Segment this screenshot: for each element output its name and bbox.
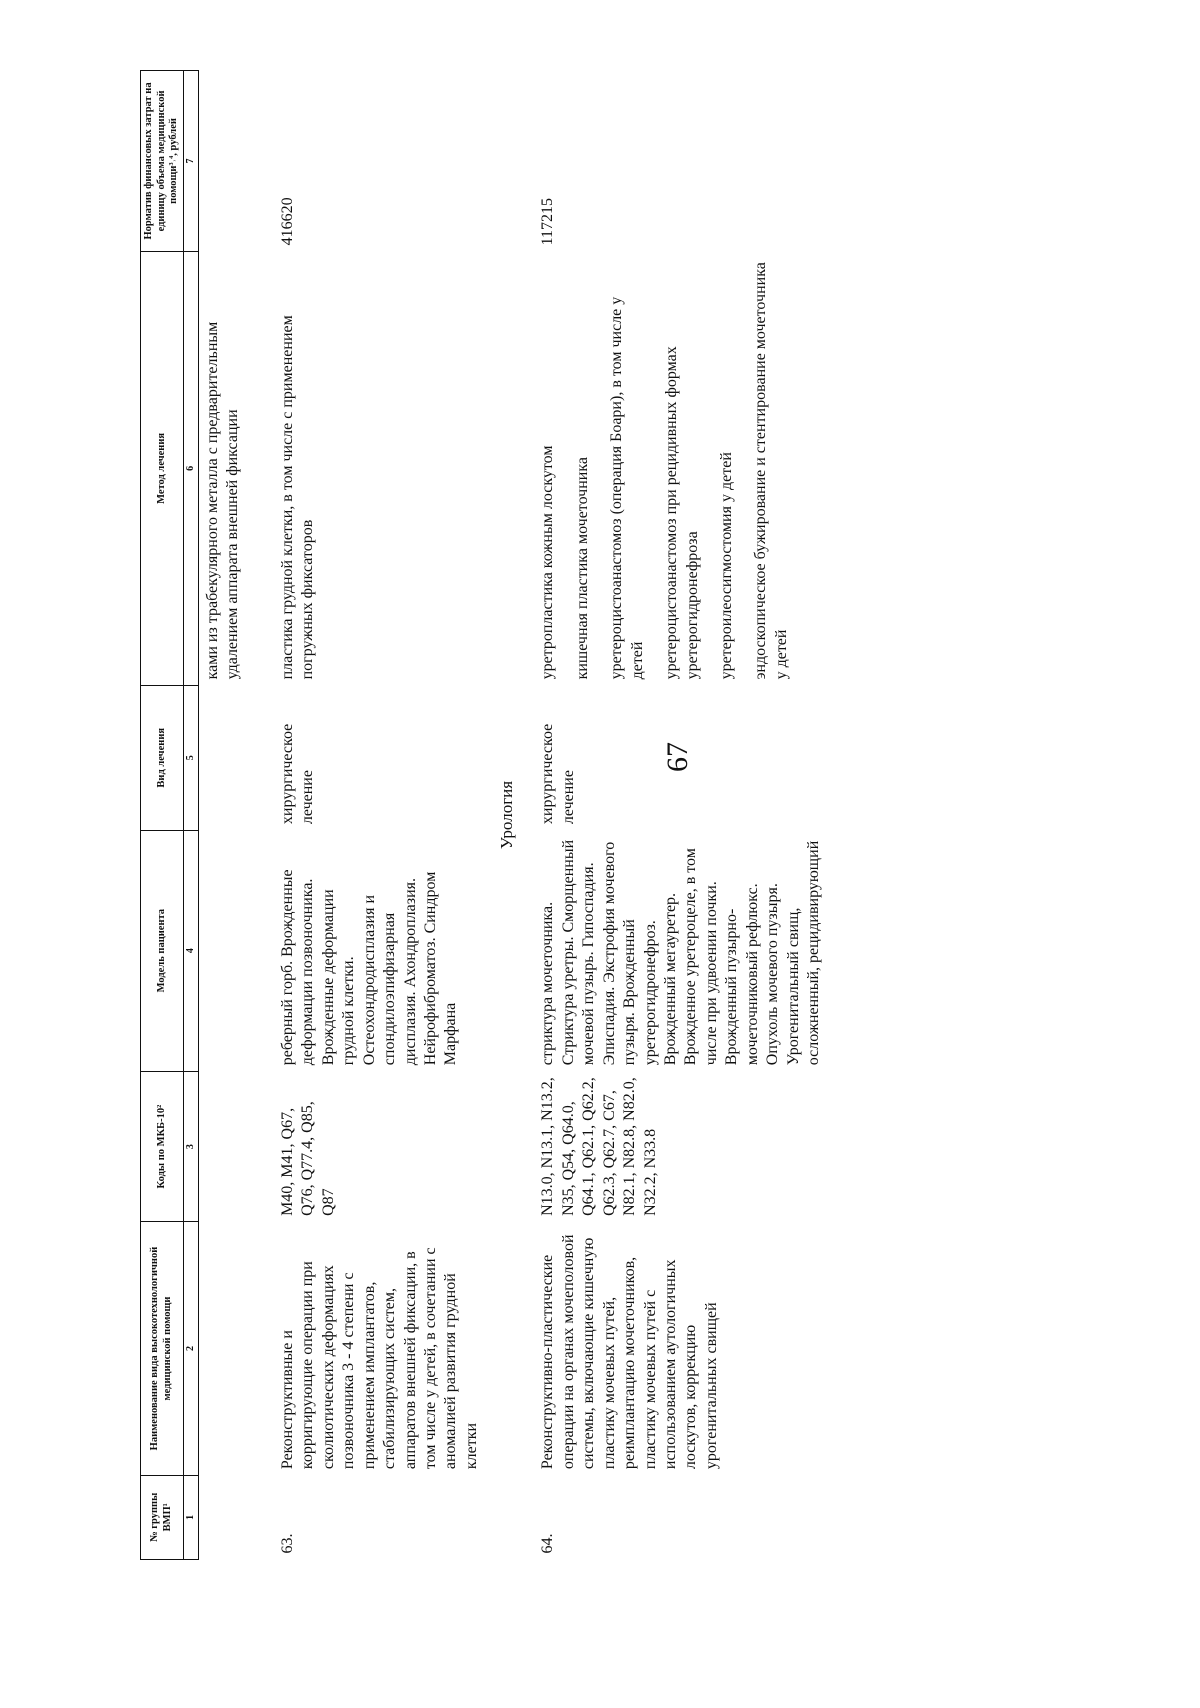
row63-patient-model: реберный горб. Врожденные деформации позвоночника. Врожденные деформации грудной клетки. Остеохондродисплазия и спондилоэпифизарная дисплазия. Ахондроплазия. Нейрофиброматоз. Синдром Марфана — [278, 869, 460, 1066]
column-number: 4 — [183, 830, 198, 1071]
row64-number: 64. — [539, 1533, 557, 1554]
row63-treatment-type: хирургическое лечение — [278, 723, 317, 825]
row64-method-item: кишечная пластика мочеточника — [573, 457, 591, 680]
section-row — [486, 71, 534, 1560]
continuation-method: ками из трабекулярного металла с предварительным удалением аппарата внешней фиксации — [203, 321, 242, 680]
row63-icd-codes: M40, M41, Q67, Q76, Q77.4, Q85, Q87 — [278, 1101, 337, 1216]
row64-method-item: уретероцистоанастомоз при рецидивных формах уретерогидронефроза — [663, 346, 701, 680]
header-icd-codes: Коды по МКБ-10² — [141, 1071, 184, 1222]
header-cost-standard: Норматив финансовых затрат на единицу объема медицинской помощи³˒⁴, рублей — [141, 71, 184, 252]
continuation-row — [198, 71, 247, 1560]
header-row — [141, 71, 184, 1560]
row63-treatment-method: пластика грудной клетки, в том числе с применением погружных фиксаторов — [278, 315, 317, 680]
column-number: 2 — [183, 1222, 198, 1475]
row64-method-item: уретероилеосигмостомия у детей — [717, 452, 735, 680]
row64-cost: 117215 — [539, 197, 557, 246]
table-row-64 — [534, 71, 829, 1560]
header-vmp-name: Наименование вида высокотехнологичной медицинской помощи — [141, 1222, 184, 1475]
header-group-number: № группы ВМП¹ — [141, 1475, 184, 1559]
row63-vmp-name: Реконструктивные и корригирующие операции при сколиотических деформациях позвоночника 3 - 4 степени с применением имплантатов, стабилизирующих систем, аппаратов внешней фиксации, в том числе у детей, в сочетании с аномалией развития грудной клетки — [278, 1247, 480, 1470]
page-number: 67 — [661, 742, 694, 772]
row63-cost: 416620 — [278, 197, 296, 246]
column-number: 7 — [183, 71, 198, 252]
rotated-table-wrapper — [140, 70, 1100, 1560]
section-title-urology: Урология — [497, 780, 517, 850]
column-number-row — [183, 71, 198, 1560]
row64-method-item: эндоскопическое бужирование и стентирование мочеточника у детей — [752, 262, 790, 680]
row64-method-item: уретропластика кожным лоскутом — [539, 445, 557, 680]
row64-icd-codes: N13.0, N13.1, N13.2, N35, Q54, Q64.0, Q64.1, Q62.1, Q62.2, Q62.3, Q62.7, C67, N82.1, N82.8, N82.0, N32.2, N33.8 — [539, 1077, 659, 1216]
header-treatment-type: Вид лечения — [141, 685, 184, 830]
column-number: 5 — [183, 685, 198, 830]
vmp-table — [140, 70, 829, 1560]
row64-treatment-type: хирургическое лечение — [539, 723, 577, 825]
header-treatment-method: Метод лечения — [141, 251, 184, 685]
header-patient-model: Модель пациента — [141, 830, 184, 1071]
column-number: 6 — [183, 251, 198, 685]
row64-method-item: уретероцистоанастомоз (операция Боари), в том числе у детей — [608, 296, 646, 680]
row64-vmp-name: Реконструктивно-пластические операции на органах мочеполовой системы, включающие кишечную пластику мочевых путей, реимплантацию мочеточников, пластику мочевых путей с использованием аутологичных лоскутов, коррекцию урогенитальных свищей — [539, 1234, 720, 1470]
row64-treatment-methods — [534, 251, 829, 685]
row63-number: 63. — [278, 1533, 296, 1554]
column-number: 3 — [183, 1071, 198, 1222]
table-row-63 — [274, 71, 487, 1560]
column-number: 1 — [183, 1475, 198, 1559]
row64-patient-model: стриктура мочеточника. Стриктура уретры. Сморщенный мочевой пузырь. Гипоспадия. Эписпадия. Экстрофия мочевого пузыря. Врожденный уретерогидронефроз. Врожденный мегауретер. Врожденное уретероцеле, в том числе при удвоении почки. Врожденный пузырно-мочеточниковый рефлюкс. Опухоль мочевого пузыря. Урогенитальный свищ, осложненный, рецидивирующий — [539, 839, 823, 1066]
